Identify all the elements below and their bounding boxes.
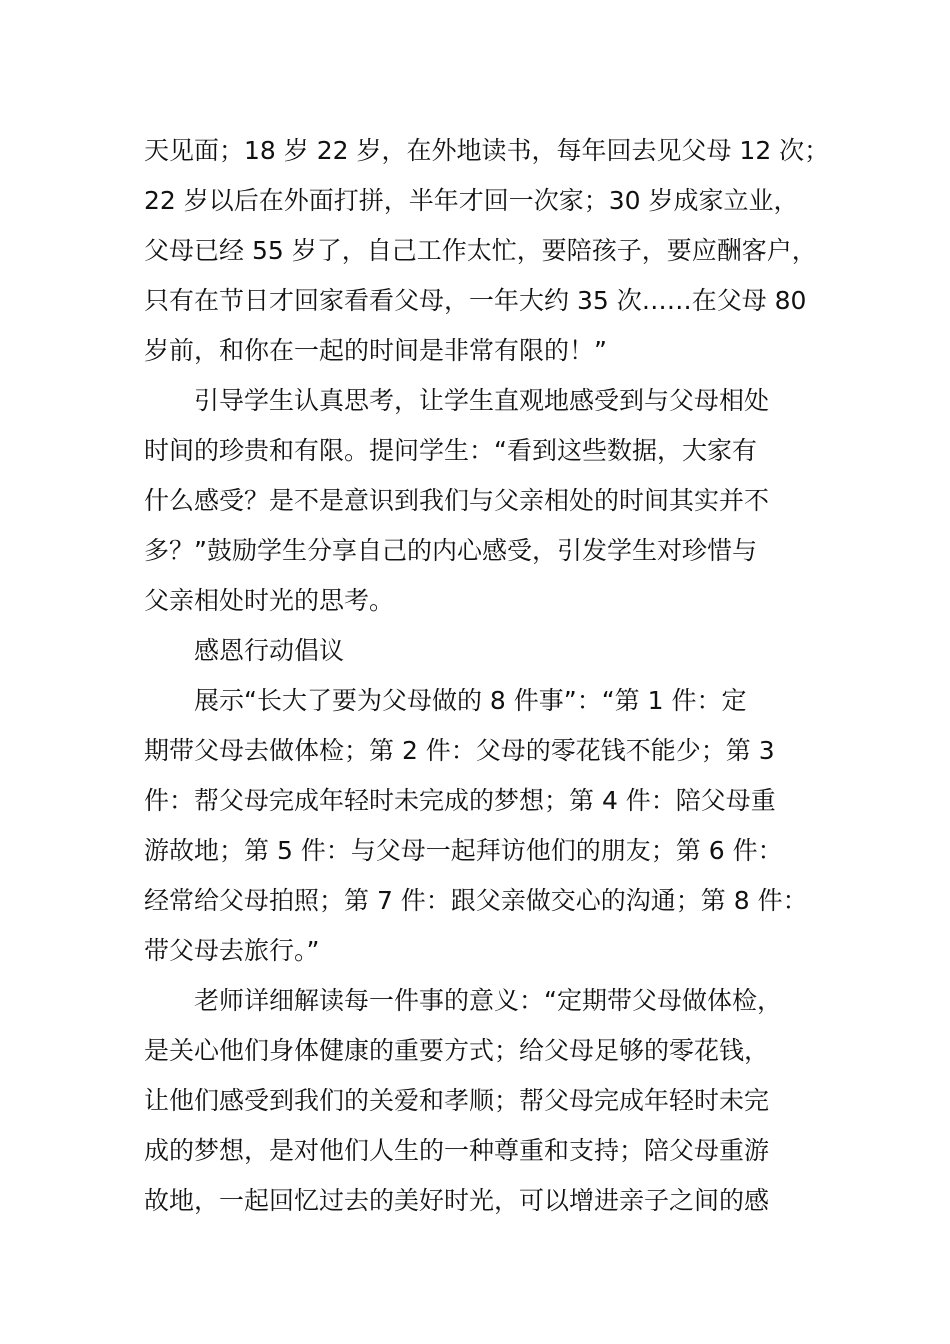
text-line: 游故地；第 5 件：与父母一起拜访他们的朋友；第 6 件： (144, 836, 783, 865)
text-line: 父母已经 55 岁了，自己工作太忙，要陪孩子，要应酬客户， (144, 236, 817, 265)
text-line: 父亲相处时光的思考。 (144, 586, 395, 615)
body-text (144, 126, 844, 1226)
section-heading: 感恩行动倡议 (144, 636, 345, 665)
text-line: 岁前，和你在一起的时间是非常有限的！” (144, 336, 607, 365)
text-line: 件：帮父母完成年轻时未完成的梦想；第 4 件：陪父母重 (144, 786, 776, 815)
text-line: 只有在节日才回家看看父母，一年大约 35 次……在父母 80 (144, 286, 807, 315)
text-line: 时间的珍贵和有限。提问学生：“看到这些数据，大家有 (144, 436, 757, 465)
text-line: 经常给父母拍照；第 7 件：跟父亲做交心的沟通；第 8 件： (144, 886, 808, 915)
text-line: 天见面；18 岁 22 岁，在外地读书，每年回去见父母 12 次； (144, 136, 830, 165)
text-line: 带父母去旅行。” (144, 936, 320, 965)
text-line: 故地，一起回忆过去的美好时光，可以增进亲子之间的感 (144, 1186, 770, 1215)
text-line: 是关心他们身体健康的重要方式；给父母足够的零花钱， (144, 1036, 770, 1065)
text-line: 让他们感受到我们的关爱和孝顺；帮父母完成年轻时未完 (144, 1086, 770, 1115)
text-line: 引导学生认真思考，让学生直观地感受到与父母相处 (144, 386, 770, 415)
text-line: 期带父母去做体检；第 2 件：父母的零花钱不能少；第 3 (144, 736, 775, 765)
text-line: 老师详细解读每一件事的意义：“定期带父母做体检， (144, 986, 782, 1015)
text-line: 成的梦想，是对他们人生的一种尊重和支持；陪父母重游 (144, 1136, 770, 1165)
text-line: 什么感受？是不是意识到我们与父亲相处的时间其实并不 (144, 486, 770, 515)
text-line: 22 岁以后在外面打拼，半年才回一次家；30 岁成家立业， (144, 186, 799, 215)
text-line: 展示“长大了要为父母做的 8 件事”：“第 1 件：定 (144, 686, 747, 715)
text-line: 多？”鼓励学生分享自己的内心感受，引发学生对珍惜与 (144, 536, 757, 565)
